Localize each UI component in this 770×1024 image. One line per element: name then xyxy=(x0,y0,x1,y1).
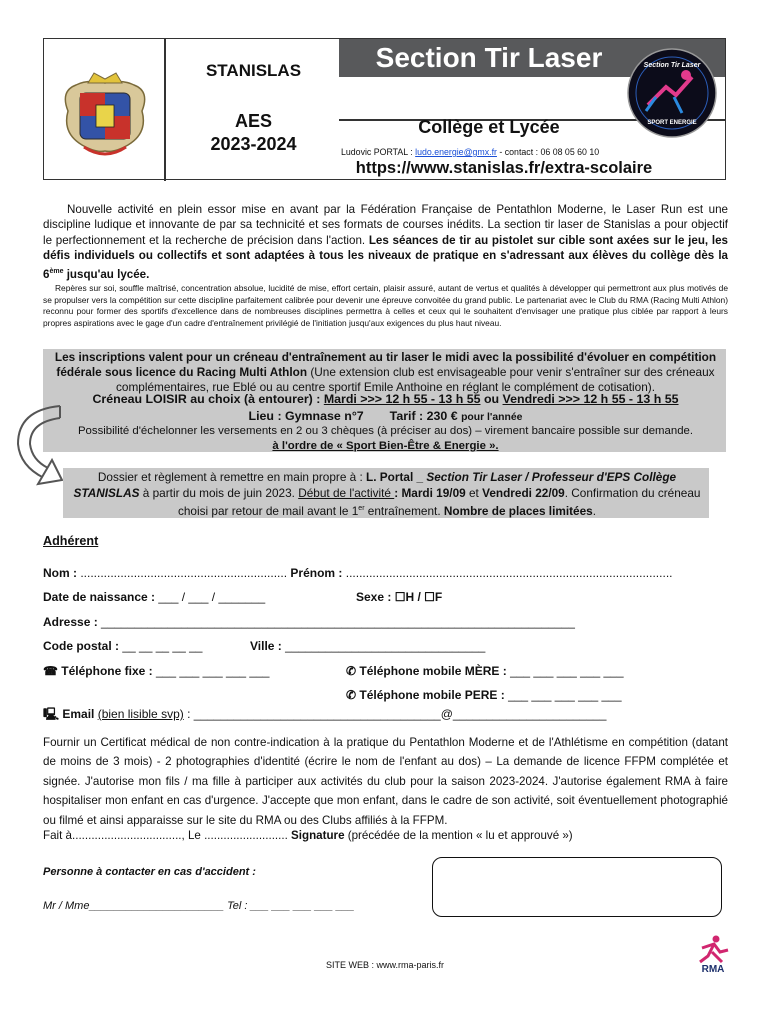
dossier-start-label: Début de l'activité xyxy=(298,486,395,500)
nom-input[interactable]: .............................................................. xyxy=(80,566,288,580)
signature-label: Signature xyxy=(291,829,345,842)
contact-line xyxy=(341,147,671,157)
school-year: 2023-2024 xyxy=(210,134,297,154)
contact-phone: - contact : 06 08 05 60 10 xyxy=(496,147,600,157)
email-input[interactable]: _____________________________________@_______________________ xyxy=(193,707,607,721)
rma-logo-text: RMA xyxy=(701,964,725,975)
dossier-training: entraînement. xyxy=(364,503,444,518)
dossier-name: L. Portal _ xyxy=(366,470,427,484)
logo-bottom-text: SPORT ENERGIE xyxy=(647,120,697,126)
intro-bold-end: jusqu'au lycée. xyxy=(63,267,150,281)
dossier-role: Section Tir Laser / Professeur d'EPS Collège STANISLAS xyxy=(73,470,677,500)
certificat-paragraph: Fournir un Certificat médical de non contre-indication à la pratique du Pentathlon Moderne et de l'Athlétisme en compétition (datant de moins de 3 mois) - 2 photographies d'identité (écrire le nom de l'enfant au dos) – La demande de licence FFPM complétée et signée. J'autorise mon fils / ma fille à participer aux activités du club pour la saison 2023-2024. J'autorise également RMA à faire hospitaliser mon enfant en cas d'urgence. J'accepte que mon enfant, dans le cadre de son activité, soit éventuellement photographié ou filmé et ainsi apparaisse sur le site du RMA ou des Clubs affiliés à la FFPM. xyxy=(43,736,728,827)
email-hint: (bien lisible svp) xyxy=(97,707,184,721)
lieu-tarif-line xyxy=(45,409,726,423)
rma-runner-icon xyxy=(694,934,732,966)
tarif-text: Tarif : 230 € xyxy=(389,409,462,423)
org-name: AES xyxy=(234,111,272,131)
lieu-text: Lieu : Gymnase n°7 xyxy=(248,409,364,423)
email-label: 🖳 Email xyxy=(43,707,98,721)
nom-prenom-row xyxy=(43,566,672,580)
school-name: STANISLAS xyxy=(205,61,302,80)
echelonner-text: Possibilité d'échelonner les versements en 2 ou 3 chèques (à préciser au dos) – virement bancaire possible sur demande. xyxy=(77,425,694,437)
page-subtitle: Collège et Lycée xyxy=(418,117,560,137)
page-title: Section Tir Laser xyxy=(375,42,603,73)
dossier-start-vendredi: Vendredi 22/09 xyxy=(482,486,565,500)
intro-sup: ème xyxy=(49,267,64,275)
email-colon: : xyxy=(183,707,194,721)
footer-website: SITE WEB : www.rma-paris.fr xyxy=(325,960,444,970)
tel-fixe-label: ☎ Téléphone fixe : xyxy=(43,664,156,678)
dossier-dot: . xyxy=(592,503,597,518)
dossier-and: et xyxy=(465,486,483,500)
tel-fixe-row xyxy=(43,664,269,678)
sexe-checkboxes[interactable]: Sexe : ☐H / ☐F xyxy=(356,590,443,604)
adresse-row xyxy=(43,615,575,629)
tarif-period: pour l'année xyxy=(461,412,523,423)
website-url[interactable]: https://www.stanislas.fr/extra-scolaire xyxy=(355,159,653,177)
tel-mere-input[interactable]: ___ ___ ___ ___ ___ xyxy=(510,664,624,678)
tel-pere-row xyxy=(346,688,622,702)
inscription-note: (Une extension club est envisageable pour venir s'entraîner sur des créneaux complémentaires, rue Eblé ou au centre sportif Emile Anthoine en réglant le complément de cotisation). xyxy=(115,365,715,394)
prenom-input[interactable]: .................................................................................................. xyxy=(345,566,673,580)
dossier-limited: Nombre de places limitées xyxy=(443,503,593,518)
cp-input[interactable]: __ __ __ __ __ xyxy=(122,639,203,653)
sport-energie-logo-icon xyxy=(626,47,718,139)
curved-arrow-icon xyxy=(8,400,68,492)
contact-prefix: Ludovic PORTAL : xyxy=(341,147,416,157)
tel-pere-input[interactable]: ___ ___ ___ ___ ___ xyxy=(508,688,622,702)
dossier-intro: Dossier et règlement à remettre en main propre à : xyxy=(97,470,367,484)
ville-label: Ville : xyxy=(250,639,286,653)
email-row xyxy=(43,705,606,726)
intro-paragraph xyxy=(43,202,728,282)
signature-box[interactable] xyxy=(432,857,722,917)
adresse-input[interactable]: _______________________________________________________________________ xyxy=(101,615,575,629)
tel-pere-label: ✆ Téléphone mobile PERE : xyxy=(346,688,509,702)
adherent-section-title: Adhérent xyxy=(43,534,99,548)
ddn-label: Date de naissance : xyxy=(43,590,159,604)
dossier-confirm: . Confirmation du créneau choisi par retour de mail avant le 1 xyxy=(177,486,701,518)
cp-label: Code postal : xyxy=(43,639,123,653)
dossier-date: à partir du mois de juin 2023. xyxy=(139,486,299,500)
signature-note: (précédée de la mention « lu et approuvé ») xyxy=(344,829,573,842)
nom-label: Nom : xyxy=(43,566,81,580)
ville-input[interactable]: ______________________________ xyxy=(285,639,486,653)
dossier-text xyxy=(66,469,708,519)
tel-fixe-input[interactable]: ___ ___ ___ ___ ___ xyxy=(155,664,270,678)
dossier-sup: er xyxy=(358,505,365,512)
ordre-text: à l'ordre de « Sport Bien-Être & Energie ». xyxy=(272,440,499,452)
intro-bold: Les séances de tir au pistolet sur cible sont axées sur le jeu, les défis individuels ou collectifs et sont adaptées à tous les niveaux de pratique en s'adressant aux élèves du collège dès la 6 xyxy=(43,233,728,281)
contact-email-link[interactable]: ludo.energie@gmx.fr xyxy=(415,147,497,157)
creneau-line xyxy=(45,392,726,406)
accident-contact-line[interactable]: Mr / Mme______________________ Tel : ___ ___ ___ ___ ___ xyxy=(43,900,355,912)
inscription-text xyxy=(45,350,726,395)
intro-text: Nouvelle activité en plein essor mise en avant par la Fédération Française de Pentathlon Moderne, le Laser Run est une discipline ludique et innovante de par sa technicité et ses formats de courses inédits. La section tir laser de Stanislas a pour objectif le perfectionnement et la recherche de précision dans l'action. xyxy=(43,203,728,247)
inscription-bold: Les inscriptions valent pour un créneau d'entraînement au tir laser le midi avec la possibilité d'évoluer en compétition fédérale sous licence du Racing Multi Athlon xyxy=(54,350,717,379)
fait-row xyxy=(43,829,573,842)
creneau-option-mardi[interactable]: Mardi >>> 12 h 55 - 13 h 55 xyxy=(323,392,481,406)
tel-mere-label: ✆ Téléphone mobile MÈRE : xyxy=(346,664,511,678)
creneau-label: Créneau LOISIR au choix (à entourer) : xyxy=(92,392,324,406)
prenom-label: Prénom : xyxy=(287,566,346,580)
fait-line[interactable]: Fait à.................................., Le .......................... xyxy=(43,829,292,842)
logo-top-text: Section Tir Laser xyxy=(643,62,701,69)
header-block xyxy=(43,38,726,180)
details-paragraph: Repères sur soi, souffle maîtrisé, concentration absolue, lucidité de mise, effort certain, plaisir assuré, autant de vertus et qualités à développer qui permettront aux plus motivés de se propulser vers la compétition sur cette discipline parfaitement calibrée pour devenir une épreuve convoitée du grand public. Le partenariat avec le Club du RMA (Racing Multi Athlon) reconnu pour former des sportifs d'excellence dans de nombreuses disciplines permettra à celles et ceux qui le souhaitent d'envisager une pratique plus ciblée par rapport à leurs propres aspirations avec le gage d'un cadre d'entraînement privilégié de l'initiation jusqu'aux exigences du plus haut niveau. xyxy=(43,283,728,328)
cp-row xyxy=(43,639,202,653)
creneau-option-vendredi[interactable]: Vendredi >>> 12 h 55 - 13 h 55 xyxy=(502,392,679,406)
creneau-or: ou xyxy=(480,392,503,406)
dossier-start-mardi: : Mardi 19/09 xyxy=(394,486,466,500)
ddn-row xyxy=(43,590,265,604)
ville-row xyxy=(250,639,485,653)
stanislas-crest-icon xyxy=(58,71,152,157)
ddn-input[interactable]: ___ / ___ / _______ xyxy=(158,590,266,604)
adresse-label: Adresse : xyxy=(43,615,102,629)
tel-mere-row xyxy=(346,664,624,678)
accident-label: Personne à contacter en cas d'accident : xyxy=(43,866,256,878)
